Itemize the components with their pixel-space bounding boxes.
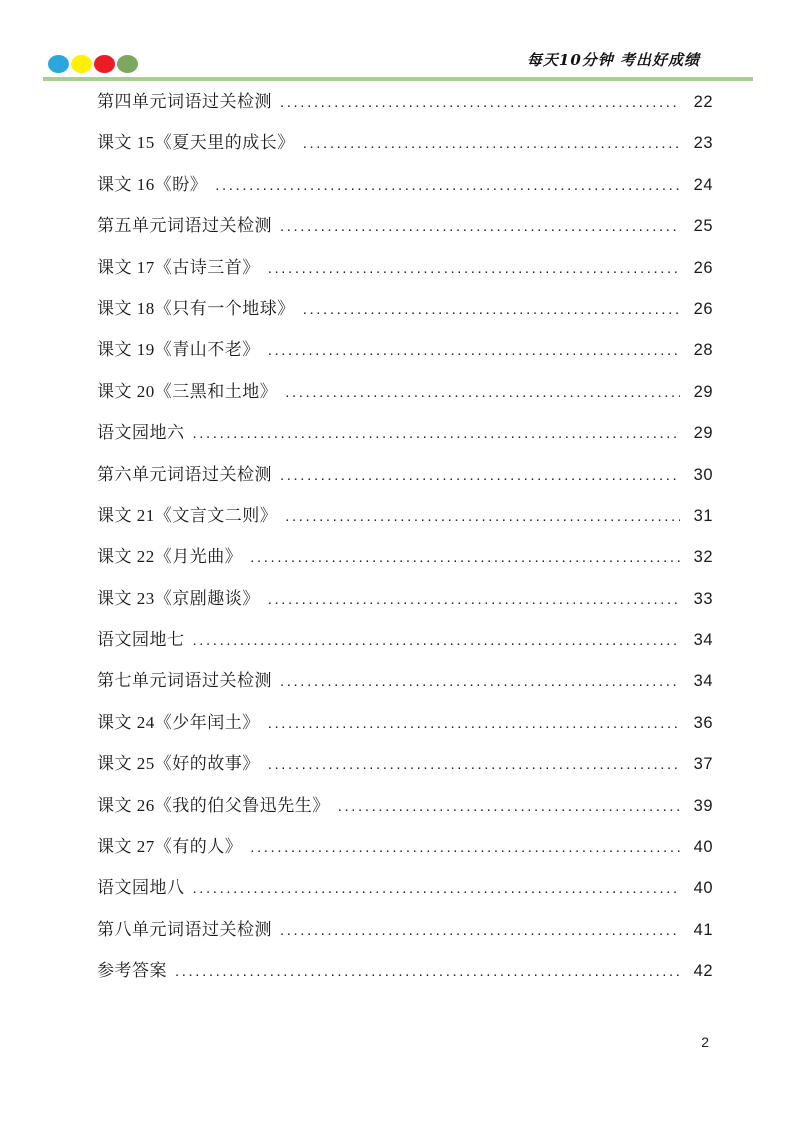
toc-row: [97, 288, 713, 329]
toc-entry-title: 课文 19《青山不老》: [97, 340, 260, 360]
toc-dot-leader: [250, 827, 680, 868]
toc-row: [97, 454, 713, 495]
toc-page-number: 29: [693, 382, 713, 401]
toc-row: [97, 536, 713, 577]
toc-page-number: 34: [693, 672, 713, 691]
toc-row: [97, 329, 713, 370]
toc-row: [97, 205, 713, 246]
toc-row: [97, 164, 713, 205]
toc-entry-title: 课文 16《盼》: [97, 174, 208, 194]
toc-entry-title: 课文 15《夏天里的成长》: [97, 133, 295, 153]
toc-row: [97, 578, 713, 619]
toc-dot-leader: [280, 910, 680, 951]
toc-dot-leader: [175, 951, 680, 992]
toc-entry-title: 第六单元词语过关检测: [97, 464, 272, 484]
toc-entry-title: 语文园地八: [97, 878, 185, 898]
toc-entry-title: 语文园地六: [97, 423, 185, 443]
toc-dot-leader: [303, 123, 680, 164]
toc-dot-leader: [250, 537, 680, 578]
toc-dot-leader: [215, 165, 680, 206]
toc-row: [97, 619, 713, 660]
green-dot-icon: [117, 55, 138, 73]
toc-page-number: 41: [693, 920, 713, 939]
toc-dot-leader: [338, 786, 680, 827]
toc-row: [97, 702, 713, 743]
toc-dot-leader: [268, 248, 680, 289]
toc-row: [97, 81, 713, 122]
toc-entry-title: 第五单元词语过关检测: [97, 216, 272, 236]
toc-page-number: 40: [693, 838, 713, 857]
toc-page-number: 32: [693, 548, 713, 567]
toc-dot-leader: [280, 206, 680, 247]
red-dot-icon: [94, 55, 115, 73]
toc-page-number: 37: [693, 755, 713, 774]
toc-dot-leader: [280, 82, 680, 123]
toc-dot-leader: [268, 330, 680, 371]
toc-dot-leader: [285, 496, 680, 537]
toc-page-number: 26: [693, 299, 713, 318]
header-slogan: 每天10分钟 考出好成绩: [526, 51, 700, 69]
toc-dot-leader: [280, 455, 680, 496]
toc-entry-title: 语文园地七: [97, 630, 185, 650]
toc-row: [97, 867, 713, 908]
toc-dot-leader: [268, 579, 680, 620]
toc-page-number: 25: [693, 217, 713, 236]
toc-page-number: 42: [693, 962, 713, 981]
toc-dot-leader: [280, 661, 680, 702]
toc-page-number: 33: [693, 589, 713, 608]
toc-entry-title: 第八单元词语过关检测: [97, 919, 272, 939]
toc-entry-title: 课文 25《好的故事》: [97, 754, 260, 774]
toc-dot-leader: [193, 868, 681, 909]
toc-page-number: 39: [693, 796, 713, 815]
toc-dot-leader: [193, 620, 681, 661]
toc-row: [97, 785, 713, 826]
toc-entry-title: 课文 17《古诗三首》: [97, 257, 260, 277]
header-dots: [48, 55, 140, 73]
toc-page-number: 22: [693, 93, 713, 111]
toc-dot-leader: [193, 413, 681, 454]
toc-dot-leader: [268, 744, 680, 785]
toc-page-number: 29: [693, 424, 713, 443]
toc-page-number: 40: [693, 879, 713, 898]
toc-entry-title: 第七单元词语过关检测: [97, 671, 272, 691]
toc-entry-title: 课文 20《三黑和土地》: [97, 381, 278, 401]
toc-entry-title: 课文 21《文言文二则》: [97, 505, 278, 525]
yellow-dot-icon: [71, 55, 92, 73]
toc-row: [97, 826, 713, 867]
blue-dot-icon: [48, 55, 69, 73]
toc-row: [97, 950, 713, 991]
toc-entry-title: 课文 18《只有一个地球》: [97, 298, 295, 318]
toc-row: [97, 122, 713, 163]
toc-page-number: 34: [693, 631, 713, 650]
toc-entry-title: 课文 22《月光曲》: [97, 547, 243, 567]
footer-page-number: 2: [701, 1034, 709, 1050]
toc-entry-title: 课文 24《少年闰土》: [97, 712, 260, 732]
toc-row: [97, 412, 713, 453]
toc-page-number: 31: [693, 506, 713, 525]
toc-row: [97, 495, 713, 536]
toc-entry-title: 第四单元词语过关检测: [97, 92, 272, 111]
toc-row: [97, 371, 713, 412]
toc-entry-title: 课文 27《有的人》: [97, 837, 243, 857]
toc-list: [97, 81, 713, 992]
toc-entry-title: 课文 23《京剧趣谈》: [97, 588, 260, 608]
toc-page-number: 36: [693, 713, 713, 732]
toc-row: [97, 247, 713, 288]
toc-dot-leader: [303, 289, 680, 330]
toc-dot-leader: [268, 703, 680, 744]
toc-entry-title: 参考答案: [97, 961, 167, 981]
toc-page-number: 23: [693, 134, 713, 153]
toc-page-number: 26: [693, 258, 713, 277]
toc-page-number: 30: [693, 465, 713, 484]
toc-page-number: 24: [693, 175, 713, 194]
toc-entry-title: 课文 26《我的伯父鲁迅先生》: [97, 795, 330, 815]
toc-dot-leader: [285, 372, 680, 413]
toc-page-number: 28: [693, 341, 713, 360]
toc-row: [97, 909, 713, 950]
toc-row: [97, 743, 713, 784]
toc-row: [97, 660, 713, 701]
